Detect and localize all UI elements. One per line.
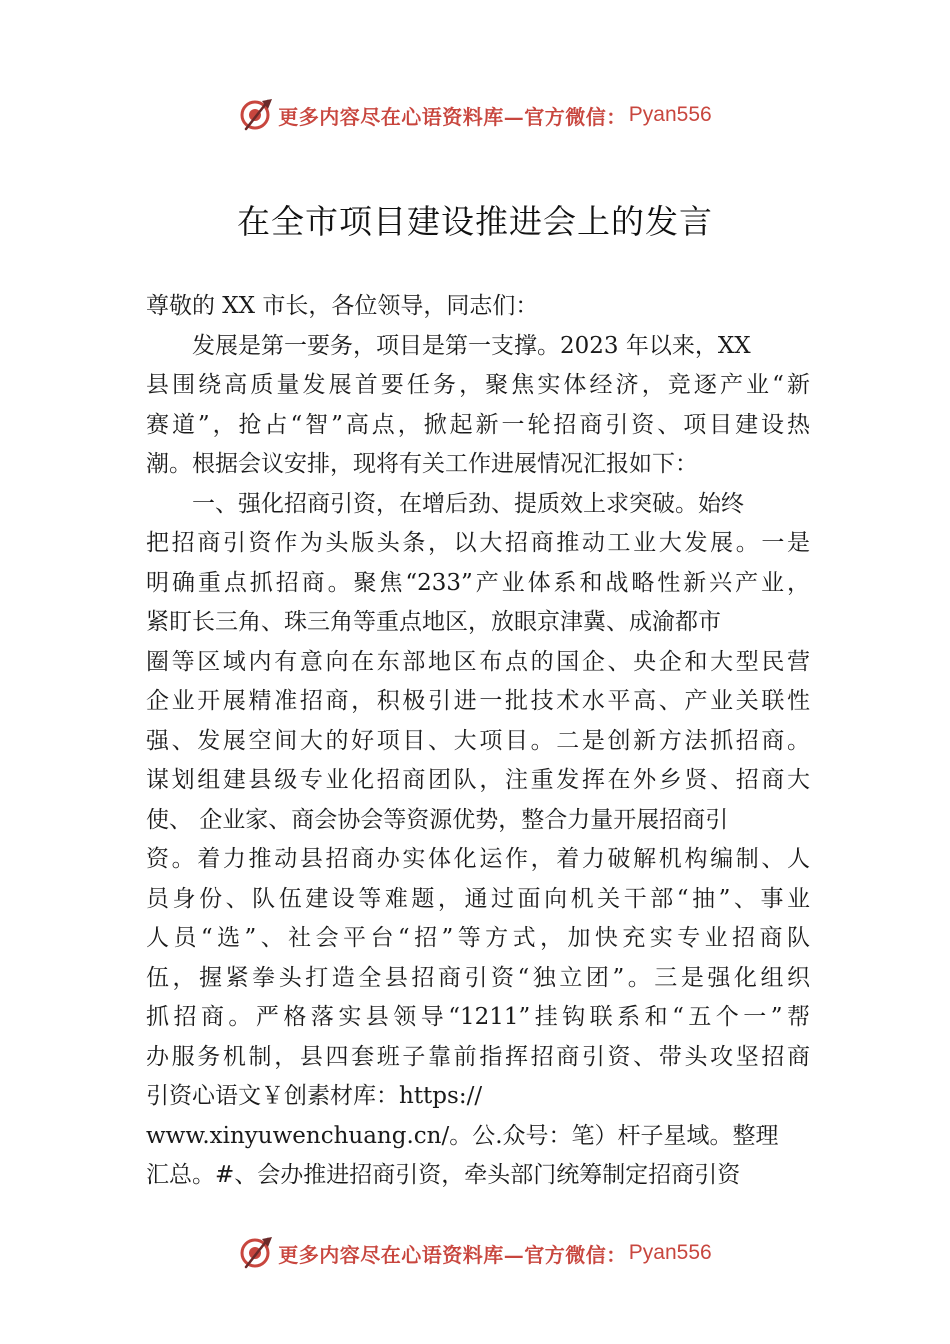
body-line: 人员“选”、社会平台“招”等方式，加快充实专业招商队 xyxy=(146,925,810,951)
body-line: 紧盯长三角、珠三角等重点地区，放眼京津冀、成渝都市 xyxy=(146,609,721,635)
body-line: 员身份、队伍建设等难题，通过面向机关干部“抽”、事业 xyxy=(146,885,810,912)
quill-logo-icon xyxy=(238,1235,274,1271)
document-title: 在全市项目建设推进会上的发言 xyxy=(237,202,713,241)
body-line: 谋划组建县级专业化招商团队，注重发挥在外乡贤、招商大 xyxy=(146,767,810,793)
banner-text: 更多内容尽在心语资料库—官方微信： xyxy=(278,1242,627,1267)
body-line: 潮。根据会议安排，现将有关工作进展情况汇报如下： xyxy=(146,451,698,477)
body-line: 使、 企业家、商会协会等资源优势，整合力量开展招商引 xyxy=(146,806,729,833)
footer-banner xyxy=(0,1233,950,1273)
body-line: 把招商引资作为头版头条，以大招商推动工业大发展。一是 xyxy=(146,530,810,556)
quill-logo-icon xyxy=(238,97,274,133)
banner-wechat-id: Pyan556 xyxy=(628,103,712,126)
banner-text: 更多内容尽在心语资料库—官方微信： xyxy=(278,104,627,129)
body-line: 发展是第一要务，项目是第一支撑。2023 年以来，XX xyxy=(192,332,751,359)
body-line: 汇总。#、会办推进招商引资，牵头部门统筹制定招商引资 xyxy=(146,1162,741,1188)
body-line: 县围绕高质量发展首要任务，聚焦实体经济，竞逐产业“新 xyxy=(146,372,810,398)
body-line: 办服务机制，县四套班子靠前指挥招商引资、带头攻坚招商 xyxy=(146,1043,810,1070)
salutation: 尊敬的 XX 市长，各位领导，同志们： xyxy=(146,293,539,319)
body-line: 一、强化招商引资，在增后劲、提质效上求突破。始终 xyxy=(192,490,744,517)
body-line: 强、发展空间大的好项目、大项目。二是创新方法抓招商。 xyxy=(146,727,810,754)
body-line: www.xinyuwenchuang.cn/。公.众号：笔）杆子星域。整理 xyxy=(146,1122,779,1149)
body-line: 明确重点抓招商。聚焦“233”产业体系和战略性新兴产业， xyxy=(146,569,810,596)
body-line: 资。着力推动县招商办实体化运作，着力破解机构编制、人 xyxy=(146,846,810,872)
document-body xyxy=(146,287,810,1196)
body-line: 圈等区域内有意向在东部地区布点的国企、央企和大型民营 xyxy=(146,648,810,675)
body-line: 引资心语文￥创素材库：https:// xyxy=(146,1083,483,1109)
body-line: 伍，握紧拳头打造全县招商引资“独立团”。三是强化组织 xyxy=(146,964,810,991)
banner-wechat-id: Pyan556 xyxy=(628,1241,712,1264)
header-banner xyxy=(0,95,950,135)
body-line: 赛道”，抢占“智”高点，掀起新一轮招商引资、项目建设热 xyxy=(146,411,810,438)
body-line: 抓招商。严格落实县领导“1211”挂钩联系和“五个一”帮 xyxy=(146,1004,810,1030)
body-line: 企业开展精准招商，积极引进一批技术水平高、产业关联性 xyxy=(146,688,810,714)
